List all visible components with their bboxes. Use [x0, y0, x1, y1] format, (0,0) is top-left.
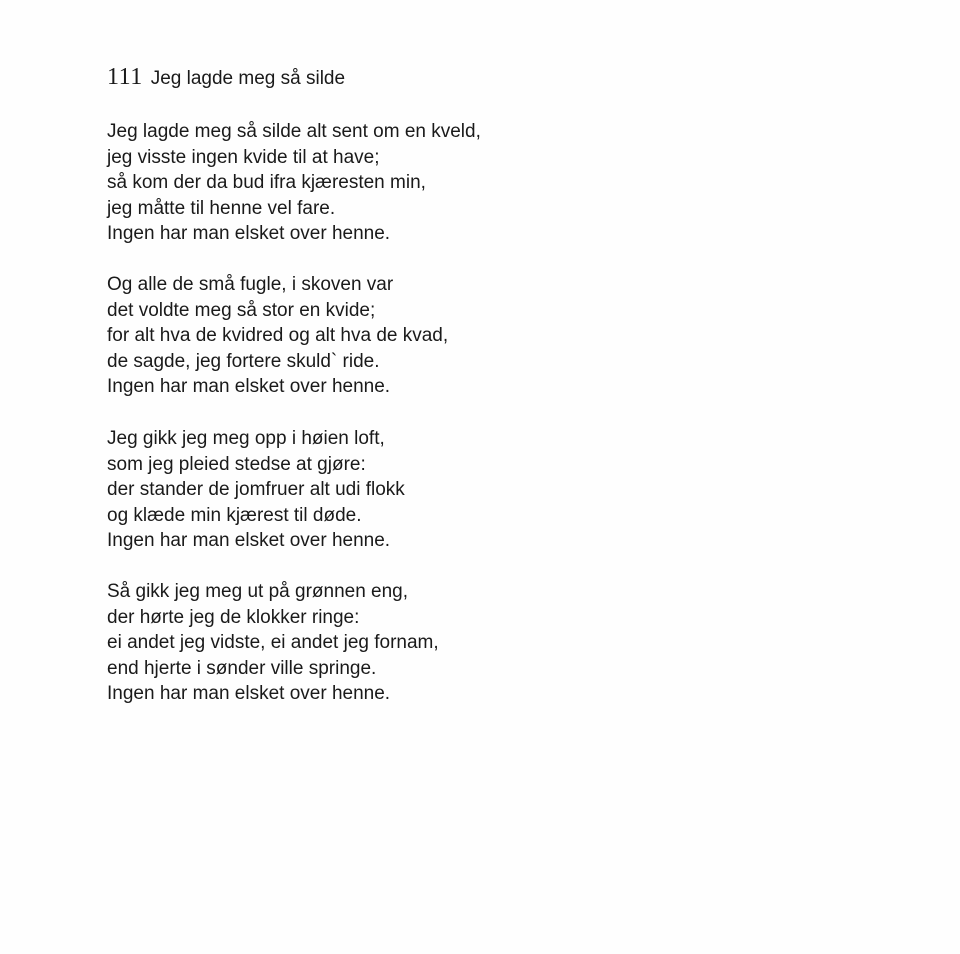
verse-line: for alt hva de kvidred og alt hva de kvad, — [107, 325, 449, 346]
verse-line: end hjerte i sønder ville springe. — [107, 657, 377, 679]
verse-line: så kom der da bud ifra kjæresten min, — [107, 172, 426, 193]
verse-line: jeg måtte til henne vel fare. — [107, 197, 336, 219]
verse-line: Jeg gikk jeg meg opp i høien loft, — [107, 428, 385, 449]
verse-line: Jeg lagde meg så silde alt sent om en kveld, — [107, 121, 481, 142]
refrain-line: Ingen har man elsket over henne. — [107, 530, 391, 551]
verse-line: Og alle de små fugle, i skoven var — [107, 274, 394, 295]
verse-line: der hørte jeg de klokker ringe: — [107, 606, 360, 628]
refrain-line: Ingen har man elsket over henne. — [107, 376, 391, 397]
refrain-line: Ingen har man elsket over henne. — [107, 223, 391, 244]
verse-line: og klæde min kjærest til døde. — [107, 504, 362, 526]
song-number: 111 — [107, 64, 143, 90]
verse-line: der stander de jomfruer alt udi flokk — [107, 479, 405, 500]
song-title: Jeg lagde meg så silde — [150, 68, 346, 89]
verse-line: jeg visste ingen kvide til at have; — [107, 146, 380, 168]
verse-line: det voldte meg så stor en kvide; — [107, 299, 376, 321]
refrain-line: Ingen har man elsket over henne. — [107, 683, 391, 704]
verse-line: som jeg pleied stedse at gjøre: — [107, 453, 366, 475]
verse-line: Så gikk jeg meg ut på grønnen eng, — [107, 581, 409, 602]
stanza-1 — [107, 119, 481, 247]
song-heading — [107, 64, 345, 91]
verse-line: de sagde, jeg fortere skuld` ride. — [107, 350, 380, 372]
stanza-4 — [107, 579, 439, 707]
verse-line: ei andet jeg vidste, ei andet jeg fornam, — [107, 632, 439, 653]
stanza-2 — [107, 272, 448, 400]
stanza-3 — [107, 426, 405, 554]
